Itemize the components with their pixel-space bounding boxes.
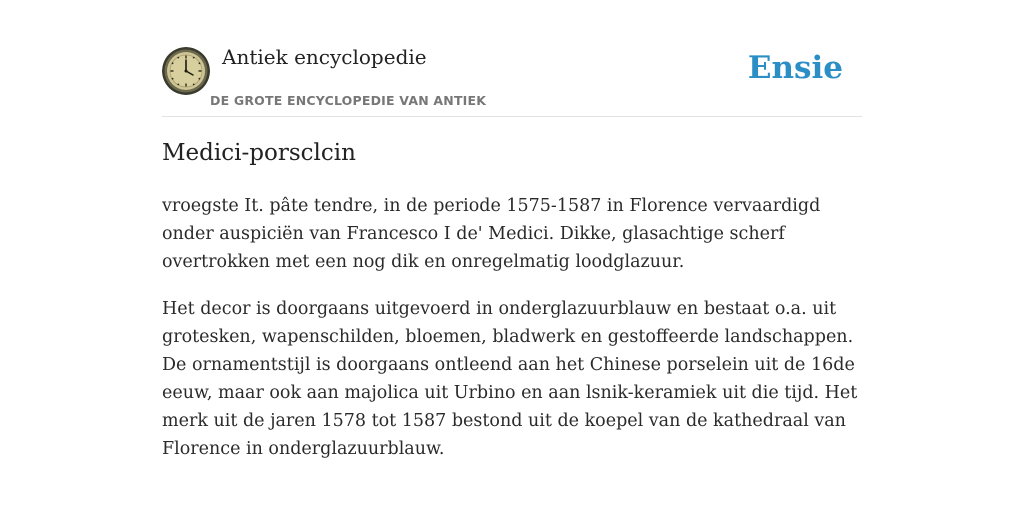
site-title[interactable]: Antiek encyclopedie xyxy=(222,45,427,69)
page-container xyxy=(162,0,862,459)
clock-icon[interactable] xyxy=(162,47,210,95)
article-title: Medici-porsclcin xyxy=(162,140,356,166)
site-header xyxy=(162,0,862,117)
brand-logo-link[interactable]: Ensie xyxy=(747,50,843,86)
article-paragraph: vroegste It. pâte tendre, in de periode 1575-1587 in Florence vervaardigd onder auspiciën van Francesco I de' Medici. Dikke, glasachtige scherf overtrokken met een nog dik en onregelmatig loodglazuur. xyxy=(162,196,821,272)
article-paragraph: Het decor is doorgaans uitgevoerd in onderglazuurblauw en bestaat o.a. uit grotesken, wapenschilden, bloemen, bladwerk en gestoffeerde landschappen. De ornamentstijl is doorgaans ontleend aan het Chinese porselein uit de 16de eeuw, maar ook aan majolica uit Urbino en aan lsnik-keramiek uit die tijd. Het merk uit de jaren 1578 tot 1587 bestond uit de koepel van de kathedraal van Florence in onderglazuurblauw. xyxy=(162,299,858,459)
site-subtitle: DE GROTE ENCYCLOPEDIE VAN ANTIEK xyxy=(210,93,487,108)
